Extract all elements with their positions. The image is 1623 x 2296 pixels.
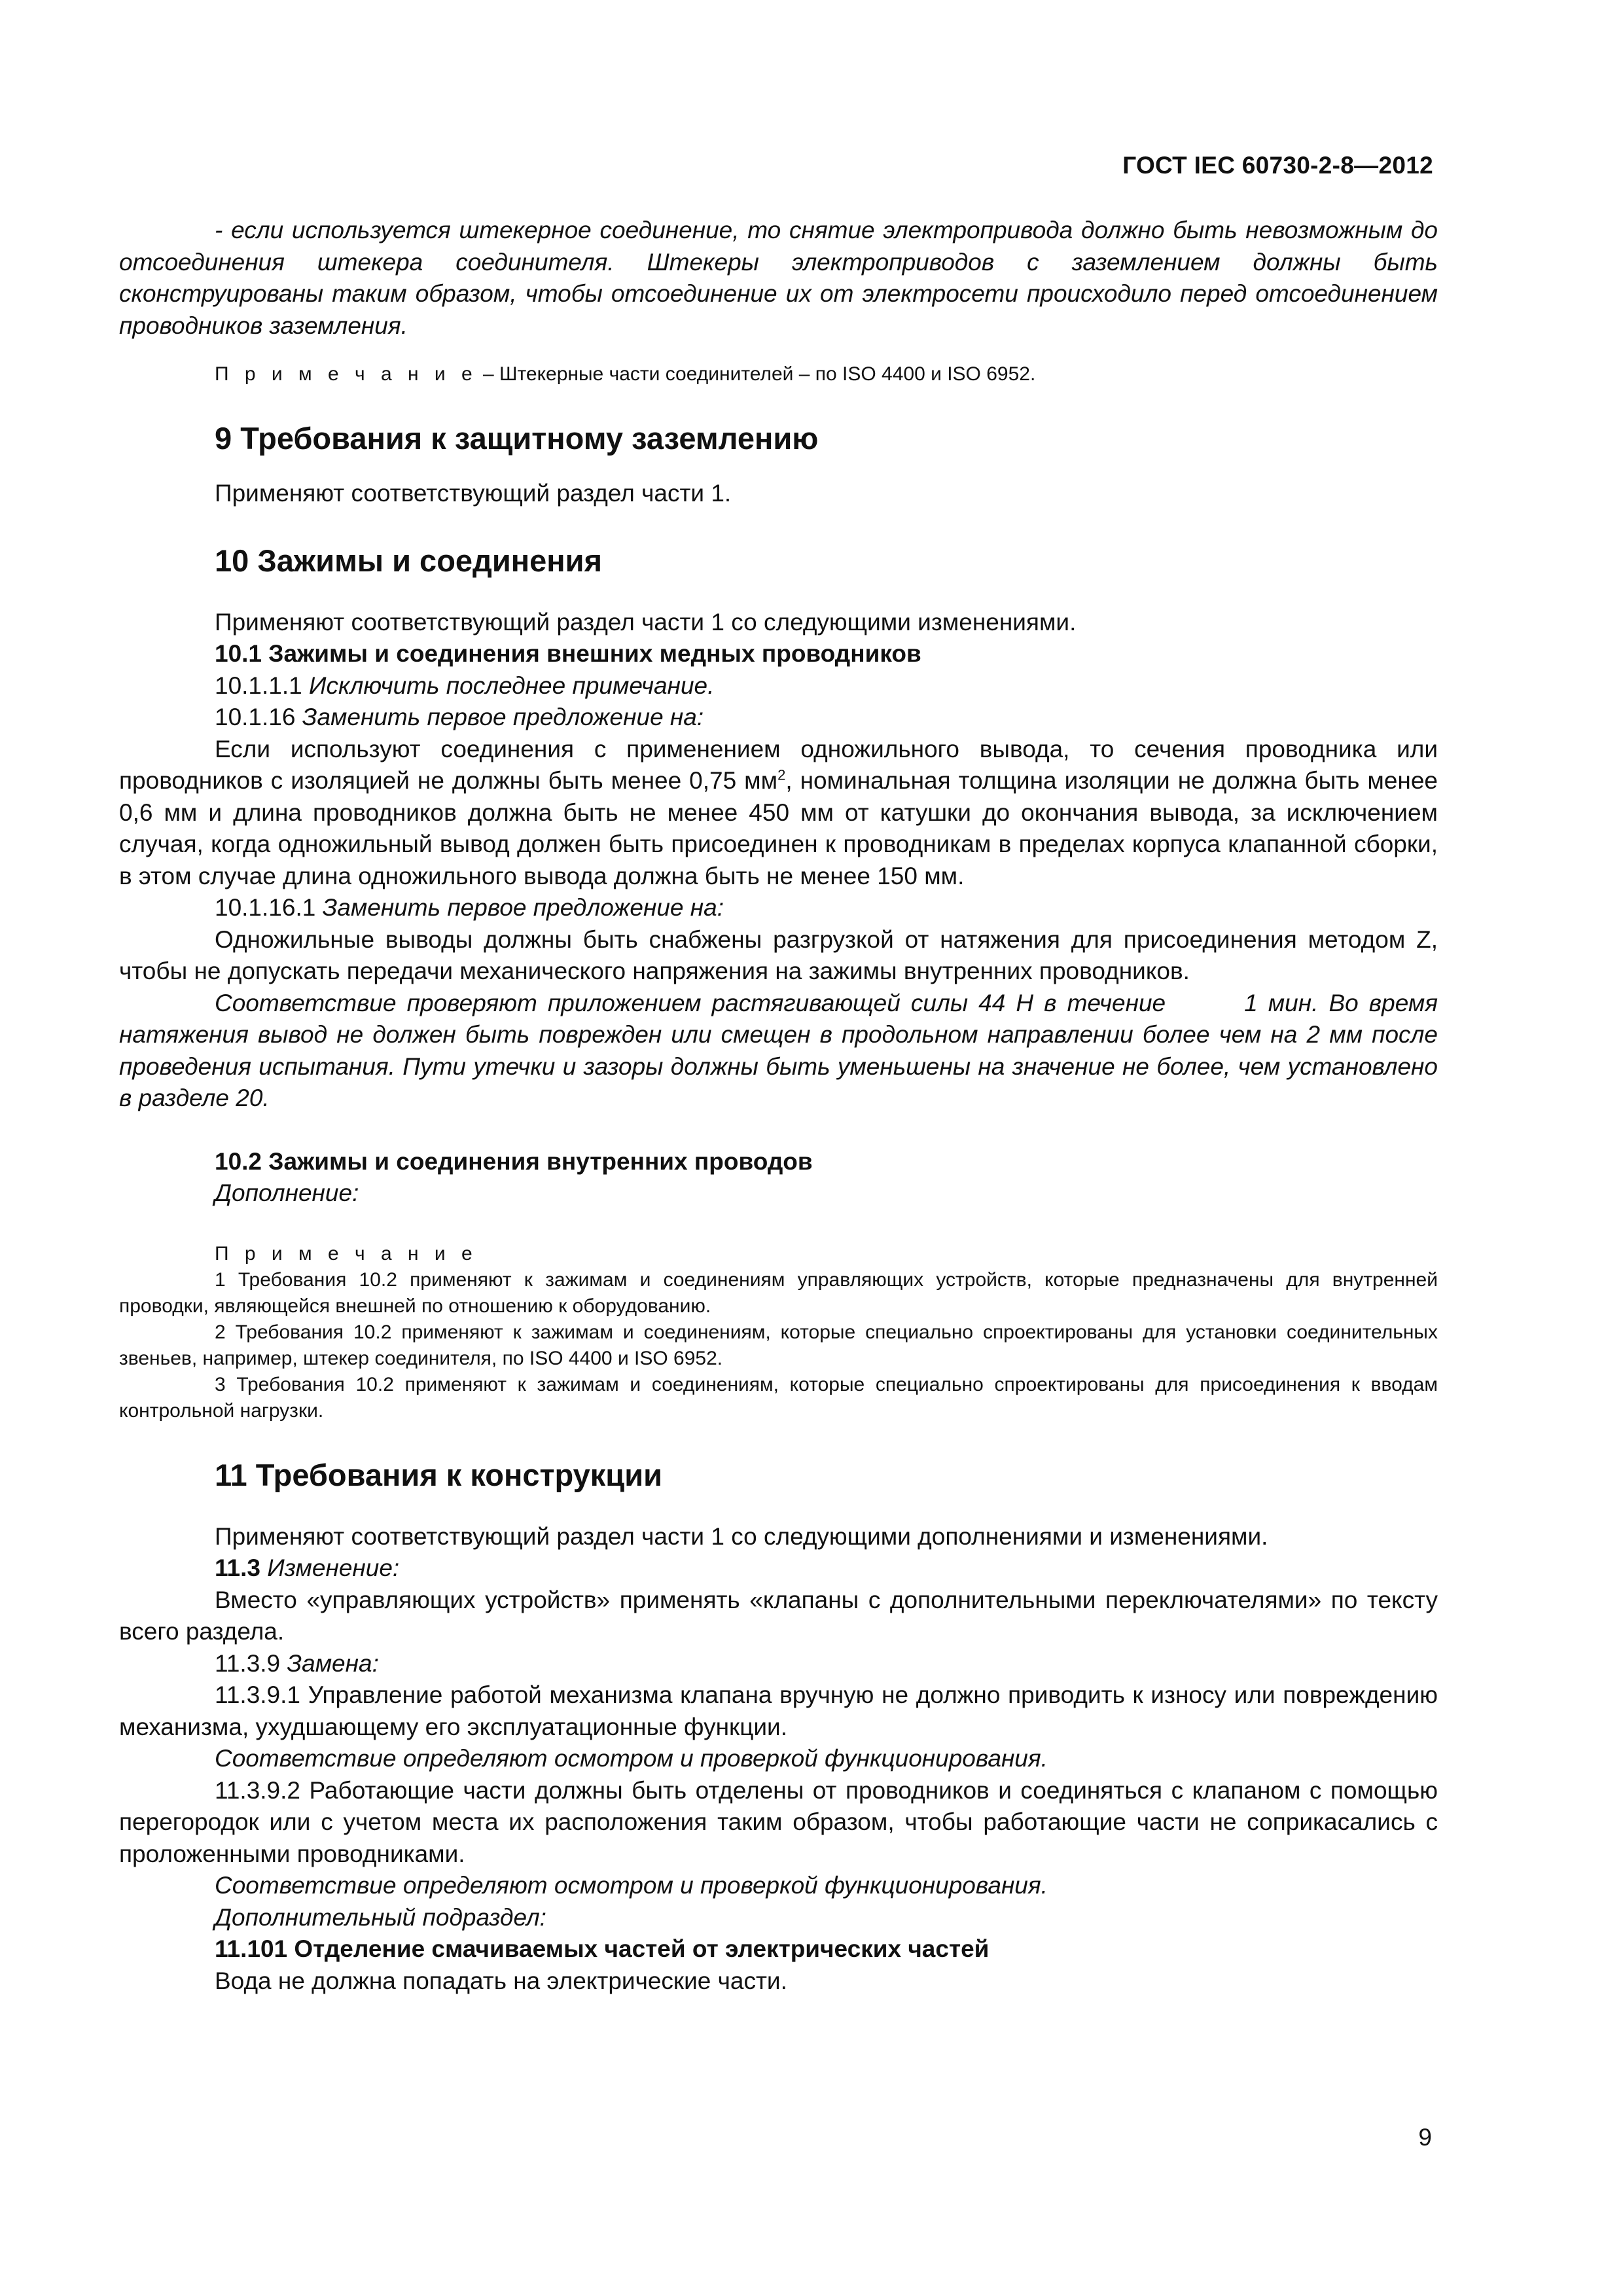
section-11-title: 11 Требования к конструкции	[215, 1457, 662, 1492]
subsection-11-101-heading: 11.101 Отделение смачиваемых частей от электрических частей	[215, 1935, 990, 1962]
section-11-intro: Применяют соответствующий раздел части 1 со следующими дополнениями и изменениями.	[215, 1522, 1268, 1550]
clause-text: Заменить первое предложение на:	[322, 894, 724, 921]
clause-number: 11.3	[215, 1554, 268, 1581]
additional-subsection-label: Дополнительный подраздел:	[215, 1903, 546, 1931]
water-paragraph: Вода не должна попадать на электрические части.	[215, 1967, 787, 1994]
note-1: 1 Требования 10.2 применяют к зажимам и соединениям управляющих устройств, которые предназначены для внутренней проводки, являющейся внешней по отношению к оборудованию.	[119, 1268, 1438, 1317]
compliance-2: Соответствие определяют осмотром и проверкой функционирования.	[215, 1872, 1048, 1899]
section-10-title: 10 Зажимы и соединения	[215, 543, 602, 578]
note-3: 3 Требования 10.2 применяют к зажимам и соединениям, которые специально спроектированы для присоединения к вводам контрольной нагрузки.	[119, 1373, 1438, 1422]
document-code-header: ГОСТ IEC 60730-2-8—2012	[1122, 152, 1433, 179]
subsection-10-1-heading: 10.1 Зажимы и соединения внешних медных проводников	[215, 640, 921, 667]
note-label: П р и м е ч а н и е	[215, 363, 478, 385]
clause-text: Замена:	[287, 1649, 379, 1677]
clause-number: 10.1.1.1	[215, 672, 310, 699]
compliance-1: Соответствие определяют осмотром и проверкой функционирования.	[215, 1745, 1048, 1772]
subsection-10-2-heading: 10.2 Зажимы и соединения внутренних проводов	[215, 1147, 813, 1175]
single-wire-paragraph	[119, 734, 1438, 893]
clause-10-1-16-1	[119, 892, 1438, 924]
clause-number: 11.3.9	[215, 1649, 287, 1677]
clause-text: Исключить последнее примечание.	[309, 672, 715, 699]
instead-paragraph: Вместо «управляющих устройств» применять «клапаны с дополнительными переключателями» по тексту всего раздела.	[119, 1586, 1438, 1645]
section-9-paragraph: Применяют соответствующий раздел части 1.	[215, 480, 732, 507]
compliance-test-paragraph	[119, 988, 1438, 1115]
paragraph-part: Соответствие проверяют приложением растягивающей силы 44 Н в течение	[215, 989, 1166, 1016]
strain-relief-paragraph: Одножильные выводы должны быть снабжены разгрузкой от натяжения для присоединения методом Z, чтобы не допускать передачи механического напряжения на зажимы внутренних проводников.	[119, 925, 1438, 984]
clause-number: 10.1.16.1	[215, 894, 323, 921]
intro-note	[119, 361, 1438, 387]
clause-10-1-16	[119, 702, 1438, 734]
addition-label: Дополнение:	[215, 1179, 359, 1206]
paragraph-part: 1 мин. Во время натяжения вывод не должен быть поврежден или смещен в продольном направлении более чем на 2 мм после проведения испытания. Пути утечки и зазоры должны быть уменьшены на значение не более, чем установлено в разделе 20.	[119, 989, 1438, 1111]
page-content	[119, 215, 1438, 1997]
page-number: 9	[1418, 2124, 1432, 2151]
clause-11-3-9-2: 11.3.9.2 Работающие части должны быть отделены от проводников и соединяться с клапаном с помощью перегородок или с учетом места их расположения таким образом, чтобы работающие части не соприкасались с проложенными проводниками.	[119, 1776, 1438, 1867]
clause-text: Заменить первое предложение на:	[302, 704, 704, 730]
paragraph-part: , номинальная толщина изоляции не должна быть менее 0,6 мм и длина проводников должна быть не менее 450 мм от катушки до окончания вывода, за исключением случая, когда одножильный вывод должен быть присоединен к проводникам в пределах корпуса клапанной сборки, в этом случае длина одножильного вывода должна быть не менее 150 мм.	[119, 767, 1438, 889]
notes-label: П р и м е ч а н и е	[215, 1242, 478, 1265]
clause-11-3-9	[119, 1648, 1438, 1680]
section-10-intro: Применяют соответствующий раздел части 1 со следующими изменениями.	[215, 608, 1077, 636]
clause-11-3-9-1: 11.3.9.1 Управление работой механизма клапана вручную не должно приводить к износу или повреждению механизма, ухудшающему его эксплуатационные функции.	[119, 1681, 1438, 1740]
clause-11-3	[119, 1552, 1438, 1585]
intro-paragraph: - если используется штекерное соединение, то снятие электропривода должно быть невозможным до отсоединения штекера соединителя. Штекеры электроприводов с заземлением должны быть сконструированы таким образом, чтобы отсоединение их от электросети происходило перед отсоединением проводников заземления.	[119, 217, 1438, 339]
note-text: – Штекерные части соединителей – по ISO 4400 и ISO 6952.	[477, 363, 1036, 385]
clause-text: Изменение:	[267, 1554, 400, 1581]
paragraph-part: Если используют соединения с применением одножильного вывода, то сечения проводника или проводников с изоляцией не должны быть менее 0,75 мм	[119, 735, 1438, 794]
superscript: 2	[777, 766, 786, 783]
section-9-title: 9 Требования к защитному заземлению	[215, 421, 819, 456]
clause-10-1-1-1	[119, 670, 1438, 702]
clause-number: 10.1.16	[215, 704, 302, 730]
note-2: 2 Требования 10.2 применяют к зажимам и соединениям, которые специально спроектированы для установки соединительных звеньев, например, штекер соединителя, по ISO 4400 и ISO 6952.	[119, 1321, 1438, 1369]
